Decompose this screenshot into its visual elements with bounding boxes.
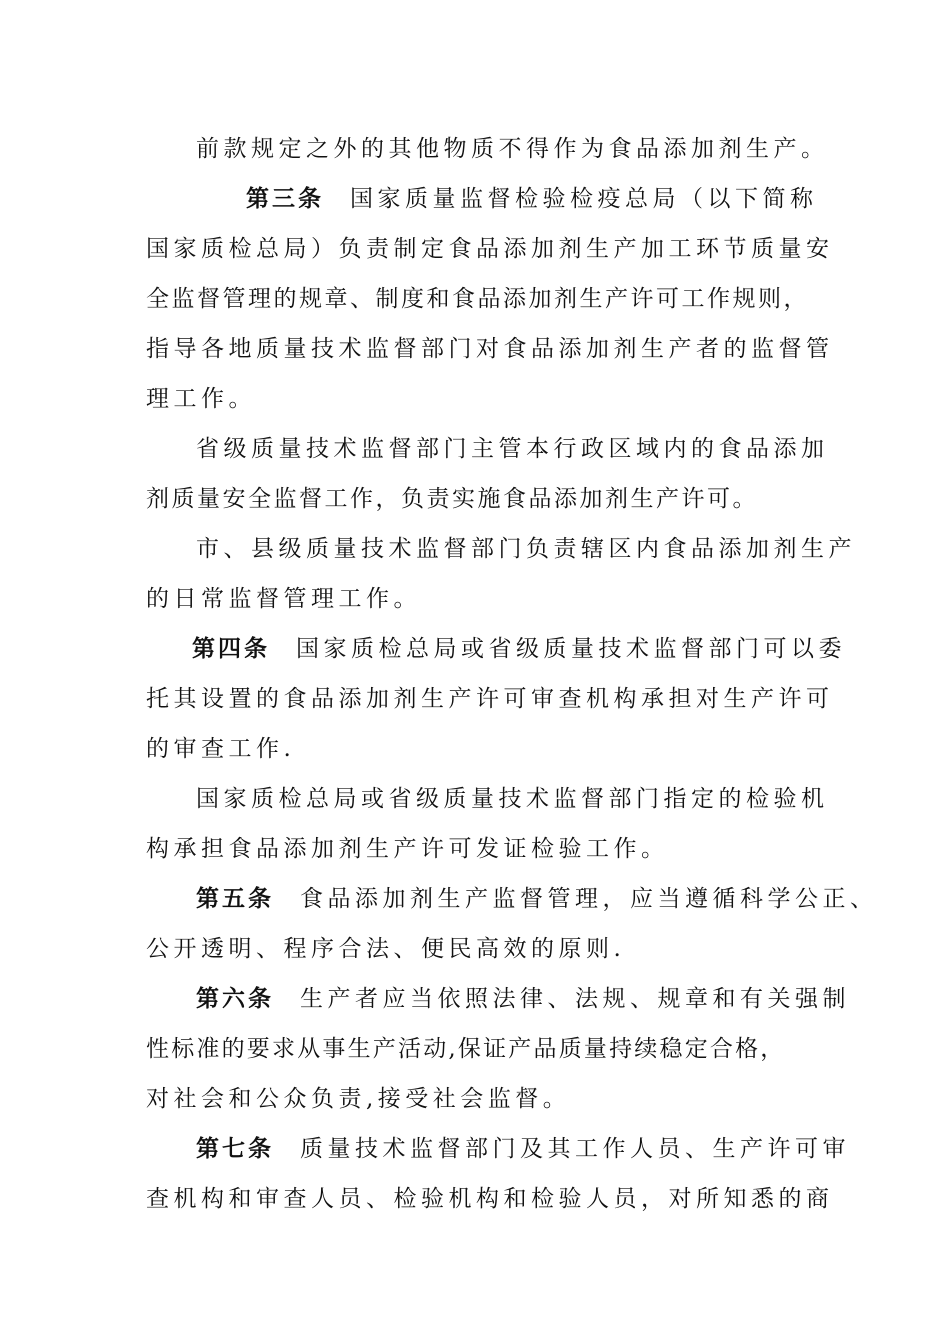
paragraph-line: 性标准的要求从事生产活动,保证产品质量持续稳定合格， <box>146 1036 786 1062</box>
paragraph-line: 前款规定之外的其他物质不得作为食品添加剂生产。 <box>196 136 829 162</box>
article-7-line <box>196 1134 850 1164</box>
paragraph-line: 市、县级质量技术监督部门负责辖区内食品添加剂生产 <box>196 536 856 562</box>
paragraph-line: 托其设置的食品添加剂生产许可审查机构承担对生产许可 <box>146 686 834 712</box>
article-heading: 第五条 <box>196 886 274 912</box>
article-6-line <box>196 984 850 1014</box>
article-5-line <box>196 884 878 914</box>
article-text: 国家质检总局或省级质量技术监督部门可以委 <box>296 636 846 662</box>
paragraph-line: 的审查工作. <box>146 736 296 762</box>
paragraph-line: 理工作。 <box>146 386 256 412</box>
article-3-line <box>246 184 818 214</box>
paragraph-line: 国家质检总局）负责制定食品添加剂生产加工环节质量安 <box>146 236 834 262</box>
paragraph-line: 对社会和公众负责,接受社会监督。 <box>146 1086 571 1112</box>
article-4-line <box>192 634 846 664</box>
article-heading: 第六条 <box>196 986 274 1012</box>
paragraph-line: 国家质检总局或省级质量技术监督部门指定的检验机 <box>196 786 829 812</box>
paragraph-line: 省级质量技术监督部门主管本行政区域内的食品添加 <box>196 436 829 462</box>
article-heading: 第四条 <box>192 636 270 662</box>
paragraph-line: 剂质量安全监督工作，负责实施食品添加剂生产许可。 <box>146 486 758 512</box>
article-text: 国家质量监督检验检疫总局（以下简称 <box>350 186 818 212</box>
paragraph-line: 的日常监督管理工作。 <box>146 586 421 612</box>
paragraph-line: 公开透明、程序合法、便民高效的原则. <box>146 936 626 962</box>
paragraph-line: 构承担食品添加剂生产许可发证检验工作。 <box>146 836 669 862</box>
paragraph-line: 指导各地质量技术监督部门对食品添加剂生产者的监督管 <box>146 336 834 362</box>
paragraph-line: 全监督管理的规章、制度和食品添加剂生产许可工作规则， <box>146 286 809 312</box>
article-heading: 第七条 <box>196 1136 274 1162</box>
article-heading: 第三条 <box>246 186 324 212</box>
article-text: 食品添加剂生产监督管理，应当遵循科学公正、 <box>300 886 878 912</box>
paragraph-line: 查机构和审查人员、检验机构和检验人员，对所知悉的商 <box>146 1186 834 1212</box>
article-text: 生产者应当依照法律、法规、规章和有关强制 <box>300 986 850 1012</box>
article-text: 质量技术监督部门及其工作人员、生产许可审 <box>300 1136 850 1162</box>
